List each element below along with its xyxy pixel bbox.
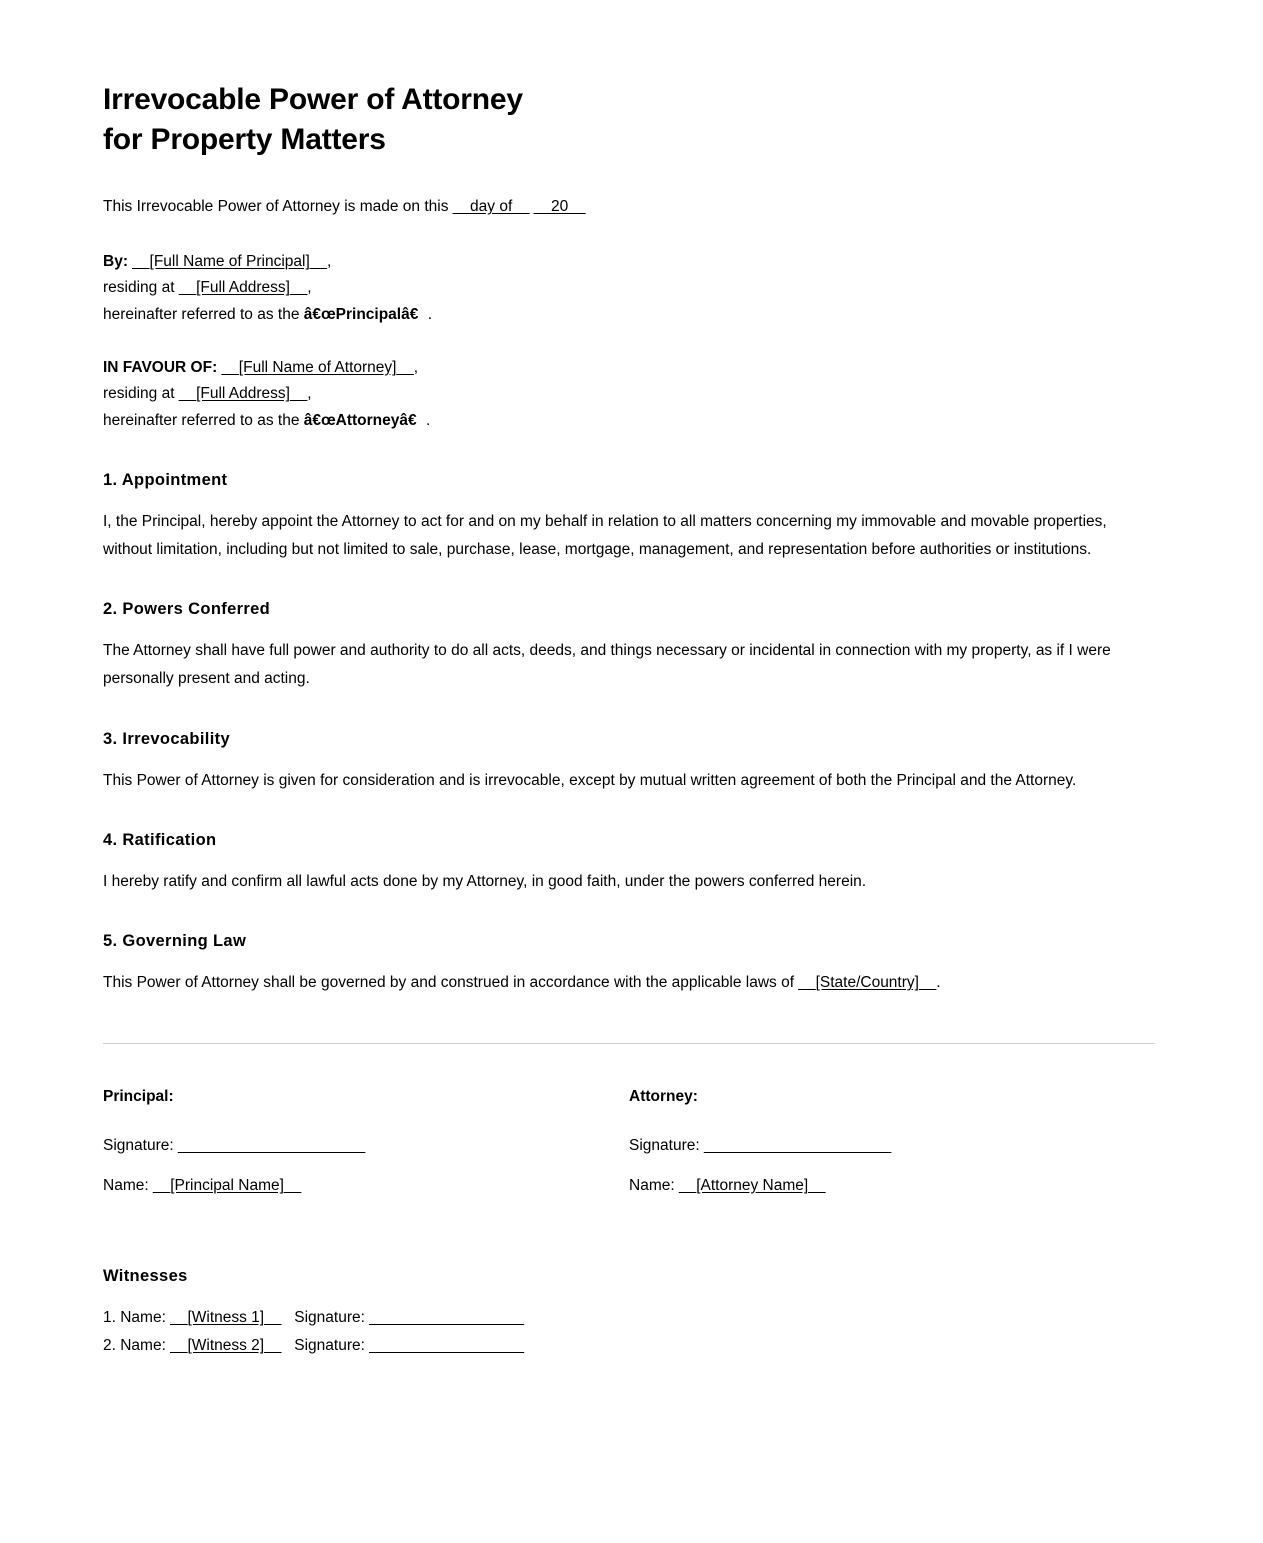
attorney-residing-prefix: residing at — [103, 385, 179, 403]
attorney-address-trail: , — [307, 385, 312, 403]
principal-defined-term: â€œPrincipalâ€ — [303, 306, 428, 324]
principal-name-line — [103, 249, 1155, 276]
section-heading: 3. Irrevocability — [103, 729, 231, 748]
principal-name-trail: , — [327, 252, 332, 270]
principal-name-field-blank[interactable]: __[Principal Name]__ — [152, 1176, 302, 1194]
section-body: The Attorney shall have full power and authority to do all acts, deeds, and things necessary or incidental in connection with my property, as if I were personally present and acting. — [103, 642, 1111, 688]
witness-row — [103, 1304, 1155, 1332]
attorney-hereinafter-trail: . — [426, 412, 431, 430]
principal-address-trail: , — [307, 279, 312, 297]
attorney-signature-column — [629, 1088, 1155, 1211]
principal-signature-label: Signature: — [103, 1137, 178, 1155]
principal-signature-column — [103, 1088, 629, 1211]
execution-date-line — [103, 193, 1155, 221]
witness-name-blank[interactable]: __[Witness 2]__ — [170, 1336, 282, 1354]
section-irrevocability — [103, 730, 1155, 795]
section-divider — [103, 1043, 1155, 1044]
execution-date-prefix: This Irrevocable Power of Attorney is made on this — [103, 198, 453, 216]
attorney-label: IN FAVOUR OF: — [103, 358, 218, 376]
witness-index-label: 1. Name: — [103, 1309, 171, 1327]
attorney-defined-term: â€œAttorneyâ€ — [303, 412, 426, 430]
attorney-hereinafter-prefix: hereinafter referred to as the — [103, 412, 304, 430]
attorney-address-line — [103, 381, 1155, 408]
witness-signature-label: Signature: — [281, 1336, 370, 1354]
execution-date-year-blank: __20__ — [533, 198, 586, 216]
attorney-party-block — [103, 355, 1155, 435]
principal-name-field-label: Name: — [103, 1176, 153, 1194]
attorney-name-field-blank[interactable]: __[Attorney Name]__ — [678, 1176, 826, 1194]
attorney-signature-rule[interactable]: _______________________ — [703, 1137, 891, 1155]
attorney-name-line — [103, 355, 1155, 382]
page-title-line-1: Irrevocable Power of Attorney — [103, 83, 523, 116]
execution-date-day-blank: __day of__ — [452, 198, 530, 216]
witnesses-heading: Witnesses — [103, 1267, 188, 1286]
principal-hereinafter-trail: . — [427, 306, 433, 324]
section-governing-law — [103, 932, 1155, 997]
section-appointment — [103, 471, 1155, 564]
principal-hereinafter-line — [103, 302, 1155, 329]
section-heading: 4. Ratification — [103, 830, 217, 849]
section-powers-conferred — [103, 600, 1155, 693]
section-body: I hereby ratify and confirm all lawful acts done by my Attorney, in good faith, under the powers conferred herein. — [103, 872, 867, 890]
principal-address-blank: __[Full Address]__ — [178, 279, 308, 297]
section-heading: 1. Appointment — [103, 470, 228, 489]
section-heading: 2. Powers Conferred — [103, 600, 271, 619]
principal-hereinafter-prefix: hereinafter referred to as the — [103, 306, 304, 324]
principal-signature-line — [103, 1132, 629, 1160]
witness-row — [103, 1332, 1155, 1360]
witness-signature-rule[interactable]: ___________________ — [369, 1309, 524, 1327]
governing-law-prefix: This Power of Attorney shall be governed by and construed in accordance with the applicable laws of — [103, 973, 799, 991]
principal-address-line — [103, 275, 1155, 302]
section-body: I, the Principal, hereby appoint the Attorney to act for and on my behalf in relation to all matters concerning my immovable and movable properties, without limitation, including but not limited to sale, purchase, lease, mortgage, management, and representation before authorities or institutions. — [103, 512, 1107, 558]
page-title-line-2: for Property Matters — [103, 122, 386, 156]
attorney-name-field-label: Name: — [629, 1176, 679, 1194]
attorney-role-label: Attorney: — [629, 1088, 698, 1106]
attorney-name-trail: , — [413, 358, 419, 376]
principal-party-block — [103, 249, 1155, 329]
signature-area — [103, 1088, 1155, 1211]
page-title — [103, 80, 723, 159]
attorney-address-blank: __[Full Address]__ — [178, 385, 308, 403]
attorney-hereinafter-line — [103, 408, 1155, 435]
governing-law-jurisdiction-blank: __[State/Country]__ — [798, 973, 937, 991]
principal-name-field-line — [103, 1172, 629, 1200]
principal-signature-rule[interactable]: _______________________ — [177, 1137, 365, 1155]
attorney-name-blank: __[Full Name of Attorney]__ — [221, 358, 414, 376]
section-body — [103, 969, 1155, 997]
section-heading: 5. Governing Law — [103, 931, 247, 950]
principal-residing-prefix: residing at — [103, 279, 179, 297]
section-body: This Power of Attorney is given for consideration and is irrevocable, except by mutual written agreement of both the Principal and the Attorney. — [103, 771, 1077, 789]
witness-signature-rule[interactable]: ___________________ — [369, 1336, 524, 1354]
governing-law-suffix: . — [936, 973, 941, 991]
principal-role-label: Principal: — [103, 1088, 174, 1106]
witness-name-blank[interactable]: __[Witness 1]__ — [170, 1309, 282, 1327]
witness-index-label: 2. Name: — [103, 1336, 171, 1354]
attorney-name-field-line — [629, 1172, 1155, 1200]
witness-signature-label: Signature: — [281, 1309, 370, 1327]
attorney-signature-label: Signature: — [629, 1137, 704, 1155]
principal-name-blank: __[Full Name of Principal]__ — [132, 252, 328, 270]
principal-label: By: — [103, 252, 128, 270]
section-ratification — [103, 831, 1155, 896]
attorney-signature-line — [629, 1132, 1155, 1160]
